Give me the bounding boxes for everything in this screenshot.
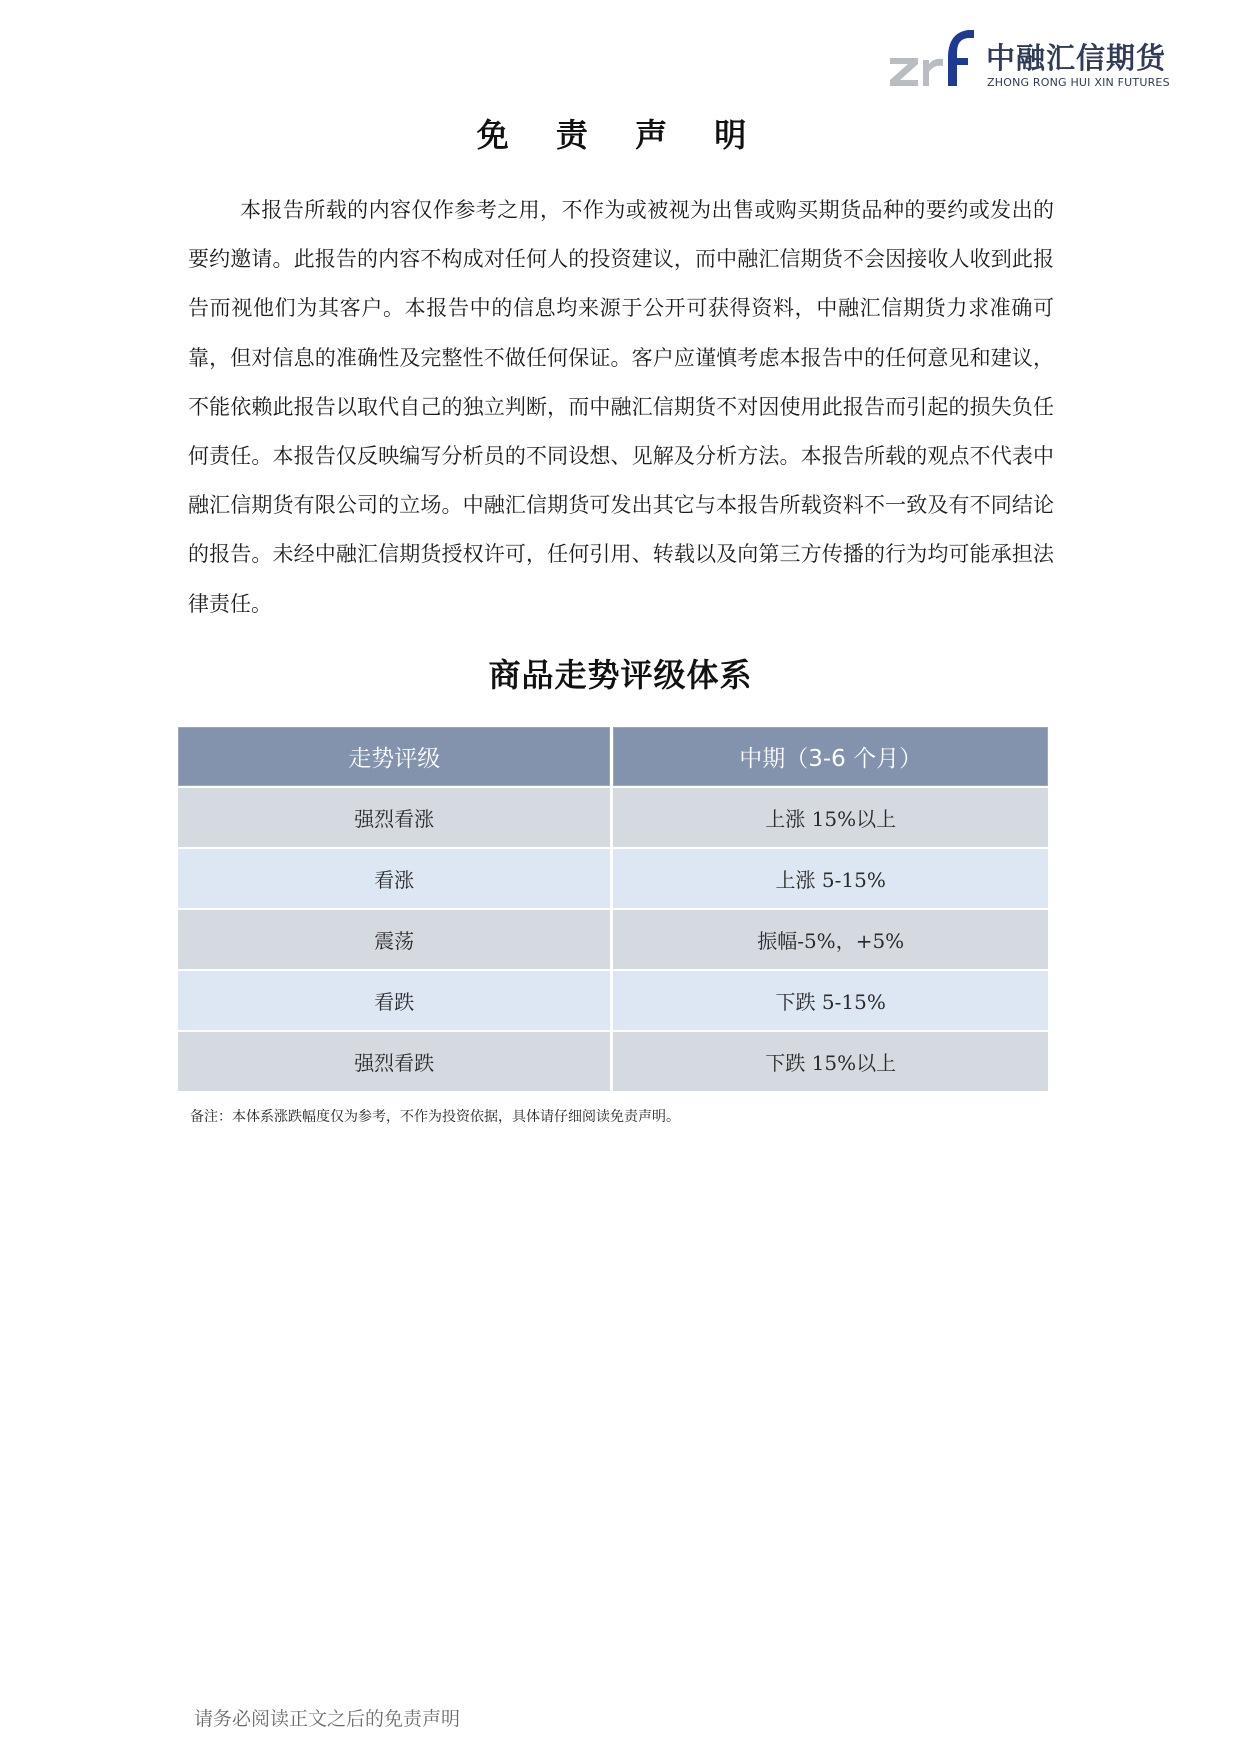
- table-row: [178, 970, 1048, 1031]
- page-footer: 请务必阅读正文之后的免责声明: [194, 1708, 461, 1730]
- znf-logo-mark-icon: [888, 28, 976, 94]
- company-logo: [888, 28, 1178, 94]
- range-cell: 振幅-5%，+5%: [612, 909, 1048, 970]
- range-cell: 下跌 5-15%: [612, 970, 1048, 1031]
- table-row: [178, 848, 1048, 909]
- rating-table: [178, 727, 1048, 1093]
- rating-cell: 看涨: [178, 848, 612, 909]
- range-cell: 下跌 15%以上: [612, 1031, 1048, 1092]
- table-row: [178, 787, 1048, 848]
- range-cell: 上涨 15%以上: [612, 787, 1048, 848]
- rating-cell: 强烈看跌: [178, 1031, 612, 1092]
- rating-cell: 看跌: [178, 970, 612, 1031]
- table-row: [178, 1031, 1048, 1092]
- logo-chinese-name: 中融汇信期货: [986, 41, 1167, 75]
- header-trend-rating: 走势评级: [178, 727, 612, 787]
- rating-cell: 强烈看涨: [178, 787, 612, 848]
- table-row: [178, 909, 1048, 970]
- table-note: 备注：本体系涨跌幅度仅为参考，不作为投资依据，具体请仔细阅读免责声明。: [190, 1109, 680, 1125]
- rating-cell: 震荡: [178, 909, 612, 970]
- logo-english-name: ZHONG RONG HUI XIN FUTURES: [987, 76, 1170, 89]
- disclaimer-body: 本报告所载的内容仅作参考之用，不作为或被视为出售或购买期货品种的要约或发出的要约邀请。此报告的内容不构成对任何人的投资建议，而中融汇信期货不会因接收人收到此报告而视他们为其客户。本报告中的信息均来源于公开可获得资料，中融汇信期货力求准确可靠，但对信息的准确性及完整性不做任何保证。客户应谨慎考虑本报告中的任何意见和建议，不能依赖此报告以取代自己的独立判断，而中融汇信期货不对因使用此报告而引起的损失负任何责任。本报告仅反映编写分析员的不同设想、见解及分析方法。本报告所载的观点不代表中融汇信期货有限公司的立场。中融汇信期货可发出其它与本报告所载资料不一致及有不同结论的报告。未经中融汇信期货授权许可，任何引用、转载以及向第三方传播的行为均可能承担法律责任。: [188, 198, 1054, 616]
- range-cell: 上涨 5-15%: [612, 848, 1048, 909]
- rating-system-title: 商品走势评级体系: [488, 656, 753, 694]
- disclaimer-title: 免 责 声 明: [476, 116, 765, 154]
- header-mid-term: 中期（3-6 个月）: [612, 727, 1048, 787]
- table-header-row: [178, 727, 1048, 787]
